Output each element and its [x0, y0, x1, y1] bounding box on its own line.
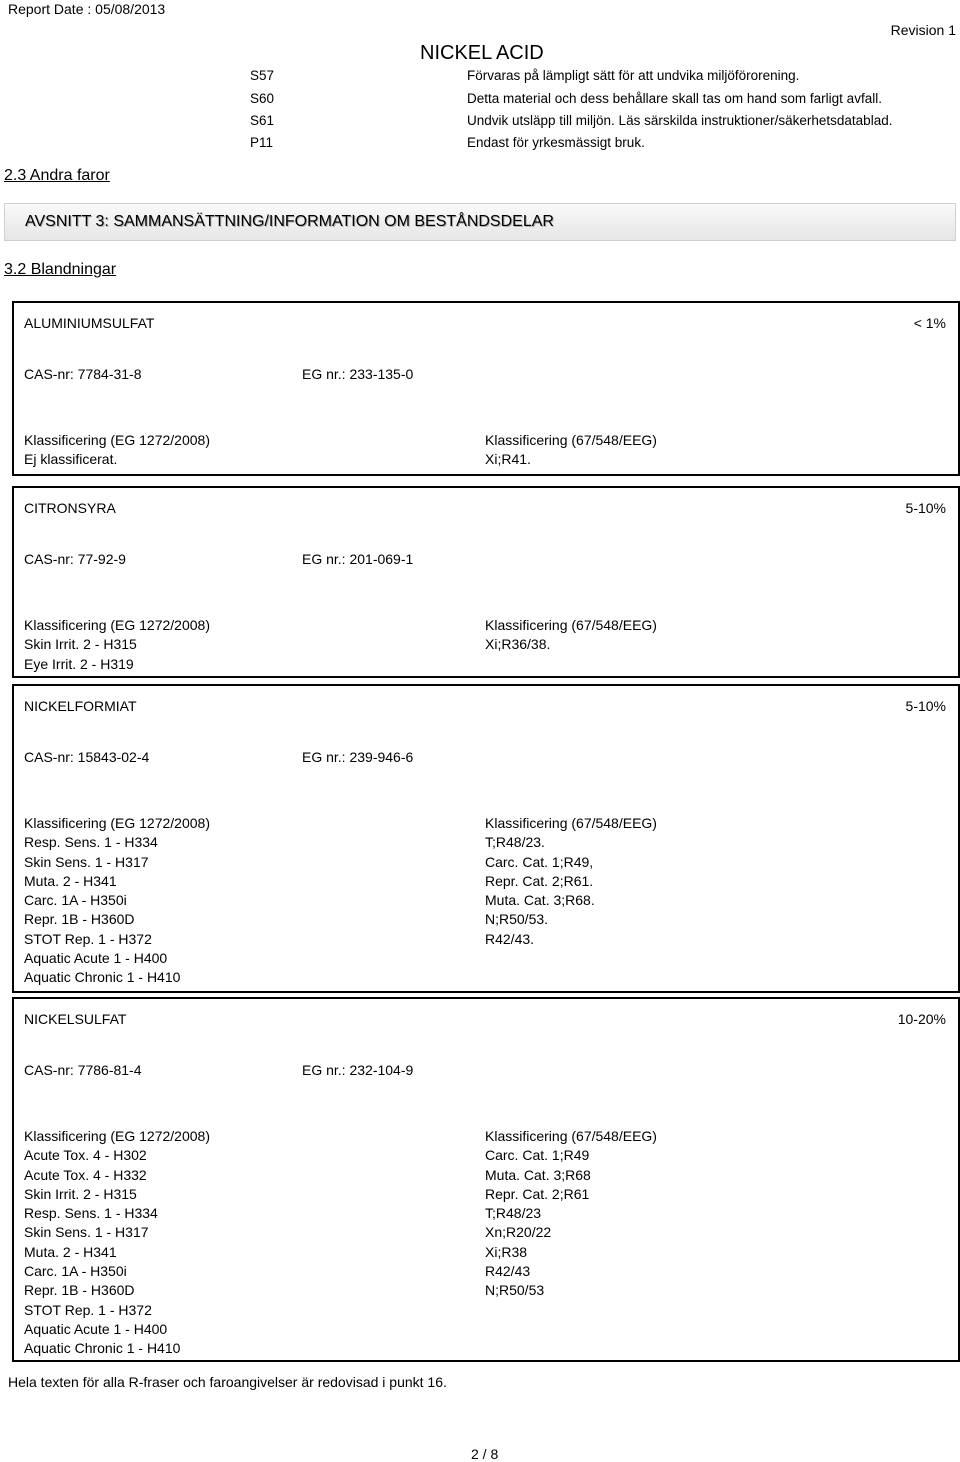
- classification-line: Muta. 2 - H341: [24, 872, 117, 889]
- classification-line: Xi;R41.: [485, 451, 531, 468]
- eg-number: EG nr.: 232-104-9: [302, 1062, 414, 1078]
- substance-percent: 5-10%: [905, 698, 946, 714]
- classification-line: STOT Rep. 1 - H372: [24, 1301, 152, 1318]
- substance-percent: 5-10%: [905, 500, 946, 516]
- dsd-classification: [485, 814, 657, 949]
- classification-line: STOT Rep. 1 - H372: [24, 930, 152, 947]
- classification-line: Xi;R38: [485, 1243, 528, 1260]
- classification-line: Muta. Cat. 3;R68: [485, 1166, 591, 1183]
- mixtures-heading: 3.2 Blandningar: [4, 261, 117, 278]
- classification-line: Acute Tox. 4 - H302: [24, 1147, 147, 1164]
- classification-line: Ej klassificerat.: [24, 451, 118, 468]
- page-number: 2 / 8: [471, 1446, 499, 1462]
- phrase-code: S57: [250, 68, 275, 83]
- section-3-title: AVSNITT 3: SAMMANSÄTTNING/INFORMATION OM BESTÅNDSDELAR: [25, 213, 554, 230]
- classification-line: Carc. Cat. 1;R49: [485, 1147, 590, 1164]
- phrase-code: S60: [250, 91, 275, 106]
- clp-classification: [24, 616, 210, 674]
- classification-line: Xn;R20/22: [485, 1224, 552, 1241]
- substance-name: NICKELSULFAT: [24, 1011, 127, 1027]
- phrase-code: P11: [250, 135, 274, 150]
- classification-line: Repr. 1B - H360D: [24, 1282, 135, 1299]
- cas-number: CAS-nr: 7786-81-4: [24, 1062, 142, 1078]
- classification-line: Klassificering (EG 1272/2008): [24, 1128, 210, 1144]
- eg-number: EG nr.: 201-069-1: [302, 551, 414, 567]
- substance-card: [12, 486, 960, 678]
- substance-percent: < 1%: [913, 315, 946, 331]
- classification-line: Repr. 1B - H360D: [24, 911, 135, 928]
- eg-number: EG nr.: 239-946-6: [302, 749, 414, 765]
- phrase-code: S61: [250, 113, 275, 128]
- dsd-classification: [485, 431, 657, 470]
- classification-line: Skin Sens. 1 - H317: [24, 1224, 149, 1241]
- substance-percent: 10-20%: [897, 1011, 946, 1027]
- classification-line: Eye Irrit. 2 - H319: [24, 655, 134, 672]
- classification-line: Xi;R36/38.: [485, 636, 551, 653]
- classification-line: Klassificering (67/548/EEG): [485, 815, 657, 831]
- classification-line: N;R50/53: [485, 1282, 545, 1299]
- classification-line: Aquatic Chronic 1 - H410: [24, 1340, 181, 1357]
- classification-line: Skin Irrit. 2 - H315: [24, 1185, 137, 1202]
- classification-line: Resp. Sens. 1 - H334: [24, 834, 158, 851]
- product-name: NICKEL ACID: [420, 42, 544, 64]
- classification-line: Muta. Cat. 3;R68.: [485, 892, 595, 909]
- clp-classification: [24, 431, 210, 470]
- classification-line: R42/43.: [485, 930, 535, 947]
- classification-line: Skin Sens. 1 - H317: [24, 853, 149, 870]
- classification-line: Aquatic Acute 1 - H400: [24, 1320, 168, 1337]
- classification-line: Klassificering (EG 1272/2008): [24, 432, 210, 448]
- classification-line: Carc. 1A - H350i: [24, 1263, 127, 1280]
- classification-line: Repr. Cat. 2;R61.: [485, 872, 594, 889]
- phrase-text: Detta material och dess behållare skall tas om hand som farligt avfall.: [467, 91, 882, 106]
- classification-line: Aquatic Acute 1 - H400: [24, 950, 168, 967]
- classification-line: Acute Tox. 4 - H332: [24, 1166, 147, 1183]
- cas-number: CAS-nr: 77-92-9: [24, 551, 126, 567]
- cas-number: CAS-nr: 7784-31-8: [24, 366, 142, 382]
- classification-line: Klassificering (EG 1272/2008): [24, 815, 210, 831]
- dsd-classification: [485, 1127, 657, 1301]
- classification-line: Klassificering (67/548/EEG): [485, 1128, 657, 1144]
- phrase-text: Förvaras på lämpligt sätt för att undvika miljöförorening.: [467, 68, 800, 83]
- classification-line: N;R50/53.: [485, 911, 549, 928]
- classification-line: R42/43: [485, 1263, 531, 1280]
- classification-line: Klassificering (67/548/EEG): [485, 617, 657, 633]
- classification-line: Skin Irrit. 2 - H315: [24, 636, 137, 653]
- footnote: Hela texten för alla R-fraser och faroangivelser är redovisad i punkt 16.: [8, 1374, 447, 1390]
- clp-classification: [24, 1127, 210, 1359]
- classification-line: Repr. Cat. 2;R61: [485, 1185, 590, 1202]
- phrase-text: Endast för yrkesmässigt bruk.: [467, 135, 645, 150]
- classification-line: Klassificering (67/548/EEG): [485, 432, 657, 448]
- classification-line: Aquatic Chronic 1 - H410: [24, 969, 181, 986]
- substance-name: ALUMINIUMSULFAT: [24, 315, 155, 331]
- clp-classification: [24, 814, 210, 988]
- substance-card: [12, 301, 960, 476]
- eg-number: EG nr.: 233-135-0: [302, 366, 414, 382]
- report-date: Report Date : 05/08/2013: [8, 1, 166, 17]
- classification-line: Klassificering (EG 1272/2008): [24, 617, 210, 633]
- substance-card: [12, 997, 960, 1362]
- phrase-text: Undvik utsläpp till miljön. Läs särskilda instruktioner/säkerhetsdatablad.: [467, 113, 893, 128]
- substance-name: NICKELFORMIAT: [24, 698, 137, 714]
- classification-line: T;R48/23.: [485, 834, 545, 851]
- classification-line: Muta. 2 - H341: [24, 1243, 117, 1260]
- section-3-header: [4, 203, 956, 241]
- classification-line: Carc. Cat. 1;R49,: [485, 853, 594, 870]
- dsd-classification: [485, 616, 657, 655]
- classification-line: Carc. 1A - H350i: [24, 892, 127, 909]
- classification-line: T;R48/23: [485, 1205, 542, 1222]
- cas-number: CAS-nr: 15843-02-4: [24, 749, 150, 765]
- classification-line: Resp. Sens. 1 - H334: [24, 1205, 158, 1222]
- substance-card: [12, 684, 960, 993]
- revision-label: Revision 1: [890, 22, 956, 38]
- substance-name: CITRONSYRA: [24, 500, 116, 516]
- other-hazards-heading: 2.3 Andra faror: [4, 167, 110, 184]
